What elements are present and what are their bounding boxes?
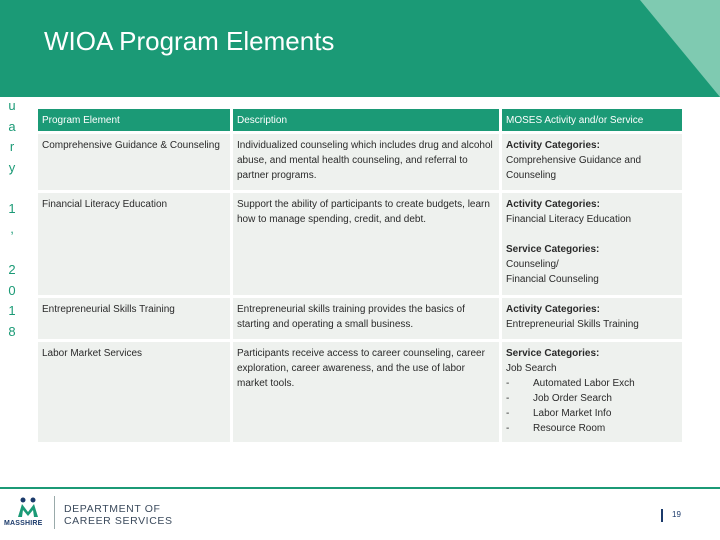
moses-dash-list xyxy=(506,376,678,436)
table-row xyxy=(38,134,682,190)
moses-heading: Activity Categories: xyxy=(506,304,600,315)
footer-rule xyxy=(0,487,720,489)
list-item: - Labor Market Info xyxy=(506,406,678,421)
list-item: - Automated Labor Exch xyxy=(506,376,678,391)
cell-moses xyxy=(502,193,682,295)
date-char: 2 xyxy=(8,262,16,277)
date-char: 0 xyxy=(8,282,16,298)
date-char: r xyxy=(9,139,15,154)
date-char: 1 xyxy=(8,200,16,216)
moses-line: Counseling/ xyxy=(506,259,559,270)
moses-heading: Activity Categories: xyxy=(506,199,600,210)
table-row xyxy=(38,193,682,295)
page-number: 19 xyxy=(672,510,681,519)
moses-heading: Service Categories: xyxy=(506,244,600,255)
date-char: u xyxy=(8,98,16,113)
cell-description: Entrepreneurial skills training provides the basics of starting and operating a small business. xyxy=(233,298,499,339)
cell-moses xyxy=(502,298,682,339)
date-char: y xyxy=(8,159,16,175)
date-char: , xyxy=(10,221,14,236)
page-number-bar xyxy=(661,509,663,522)
date-char: 1 xyxy=(8,303,16,318)
table-row xyxy=(38,342,682,442)
date-char: a xyxy=(8,118,16,134)
header-accent-triangle xyxy=(640,0,720,97)
table-header-row xyxy=(38,109,682,131)
moses-line: Entrepreneurial Skills Training xyxy=(506,319,639,330)
moses-line: Job Search xyxy=(506,363,557,374)
header-description: Description xyxy=(233,109,499,131)
list-item: - Resource Room xyxy=(506,421,678,436)
date-char xyxy=(5,178,19,199)
list-item: - Job Order Search xyxy=(506,391,678,406)
cell-element: Entrepreneurial Skills Training xyxy=(38,298,230,339)
moses-heading: Service Categories: xyxy=(506,348,600,359)
department-name xyxy=(64,503,173,527)
header-program-element: Program Element xyxy=(38,109,230,131)
spacer xyxy=(506,227,678,242)
cell-element: Financial Literacy Education xyxy=(38,193,230,295)
program-elements-table xyxy=(35,106,685,445)
cell-element: Comprehensive Guidance & Counseling xyxy=(38,134,230,190)
table-row xyxy=(38,298,682,339)
header-moses: MOSES Activity and/or Service xyxy=(502,109,682,131)
slide-title: WIOA Program Elements xyxy=(44,26,335,56)
date-char: 8 xyxy=(8,323,16,339)
logo-divider xyxy=(54,496,55,529)
cell-description: Support the ability of participants to create budgets, learn how to manage spending, credit, and debt. xyxy=(233,193,499,295)
date-char xyxy=(5,240,19,261)
moses-heading: Activity Categories: xyxy=(506,140,600,151)
dept-line: CAREER SERVICES xyxy=(64,515,173,527)
moses-line: Comprehensive Guidance and Counseling xyxy=(506,155,642,181)
moses-line: Financial Counseling xyxy=(506,274,599,285)
cell-description: Participants receive access to career counseling, career exploration, career awareness, and the use of labor market tools. xyxy=(233,342,499,442)
dept-line: DEPARTMENT OF xyxy=(64,503,161,515)
cell-moses xyxy=(502,134,682,190)
cell-element: Labor Market Services xyxy=(38,342,230,442)
cell-description: Individualized counseling which includes drug and alcohol abuse, and mental health counseling, and referral to partner programs. xyxy=(233,134,499,190)
vertical-date-text xyxy=(5,96,19,342)
logo-wordmark: MASSHIRE xyxy=(4,520,43,527)
cell-moses xyxy=(502,342,682,442)
moses-line: Financial Literacy Education xyxy=(506,214,632,225)
